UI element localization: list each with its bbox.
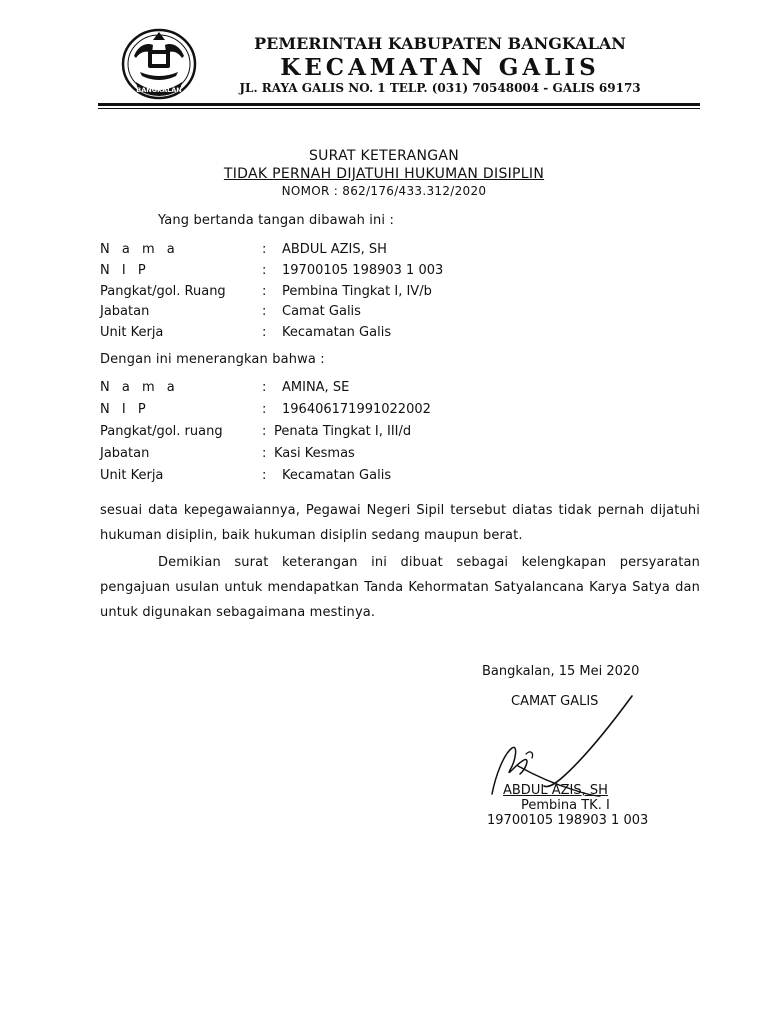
closing-paragraph: Demikian surat keterangan ini dibuat sebagai kelengkapan persyaratan pengajuan usulan untuk mendapatkan Tanda Kehormatan Satyalancana Karya Satya dan untuk digunakan sebagaimana mestinya. (100, 555, 700, 620)
letterhead-divider-thick (98, 103, 700, 106)
bangkalan-emblem-icon (120, 26, 198, 102)
field-label: Jabatan (100, 304, 150, 319)
field-value: Kasi Kesmas (274, 446, 355, 461)
subject-position-row (100, 446, 600, 464)
field-colon: : (262, 304, 267, 319)
intro-text: Yang bertanda tangan dibawah ini : (158, 213, 395, 228)
signer-nip: 19700105 198903 1 003 (487, 813, 649, 828)
field-colon: : (262, 402, 267, 417)
signer-nip-row (100, 263, 600, 281)
document-number: NOMOR : 862/176/433.312/2020 (281, 184, 487, 198)
field-value: Camat Galis (282, 304, 361, 319)
field-colon: : (262, 380, 267, 395)
field-value: Pembina Tingkat I, IV/b (282, 284, 432, 299)
field-label: N I P (100, 402, 150, 417)
field-value: Kecamatan Galis (282, 325, 392, 340)
logo-text: BANGKALAN (136, 86, 182, 94)
place-date: Bangkalan, 15 Mei 2020 (482, 664, 640, 679)
field-label: Jabatan (100, 446, 150, 461)
document-title: SURAT KETERANGAN (308, 148, 460, 164)
subject-nip-row (100, 402, 600, 420)
signer-position: CAMAT GALIS (511, 694, 599, 709)
field-label: N I P (100, 263, 150, 278)
letterhead-district: KECAMATAN GALIS (280, 54, 600, 81)
field-colon: : (262, 424, 267, 439)
signer-unit-row (100, 325, 600, 343)
field-label: Unit Kerja (100, 468, 164, 483)
subject-unit-row (100, 468, 600, 486)
letterhead-government: PEMERINTAH KABUPATEN BANGKALAN (254, 34, 626, 53)
subject-name-row (100, 380, 600, 398)
field-colon: : (262, 325, 267, 340)
field-value: ABDUL AZIS, SH (282, 242, 387, 257)
field-colon: : (262, 468, 267, 483)
signer-name: ABDUL AZIS, SH (503, 783, 608, 798)
document-subtitle: TIDAK PERNAH DIJATUHI HUKUMAN DISIPLIN (223, 166, 545, 182)
signer-rank-row (100, 284, 600, 302)
field-label: N a m a (100, 380, 179, 395)
subject-rank-row (100, 424, 600, 442)
statement-paragraph: sesuai data kepegawaiannya, Pegawai Negeri Sipil tersebut diatas tidak pernah dijatuhi hukuman disiplin, baik hukuman disiplin sedang maupun berat. (100, 503, 700, 543)
letterhead-divider-thin (98, 108, 700, 109)
field-label: N a m a (100, 242, 179, 257)
signer-rank: Pembina TK. I (521, 798, 610, 813)
field-label: Pangkat/gol. ruang (100, 424, 223, 439)
field-colon: : (262, 263, 267, 278)
field-colon: : (262, 242, 267, 257)
letterhead-address: JL. RAYA GALIS NO. 1 TELP. (031) 70548004 - GALIS 69173 (239, 81, 641, 95)
field-colon: : (262, 284, 267, 299)
signer-position-row (100, 304, 600, 322)
field-label: Pangkat/gol. Ruang (100, 284, 226, 299)
field-label: Unit Kerja (100, 325, 164, 340)
field-value: AMINA, SE (282, 380, 350, 395)
statement-text: Dengan ini menerangkan bahwa : (100, 352, 325, 367)
field-value: Kecamatan Galis (282, 468, 392, 483)
field-value: 196406171991022002 (282, 402, 431, 417)
field-value: Penata Tingkat I, III/d (274, 424, 412, 439)
signer-name-row (100, 242, 600, 260)
field-colon: : (262, 446, 267, 461)
field-value: 19700105 198903 1 003 (282, 263, 444, 278)
